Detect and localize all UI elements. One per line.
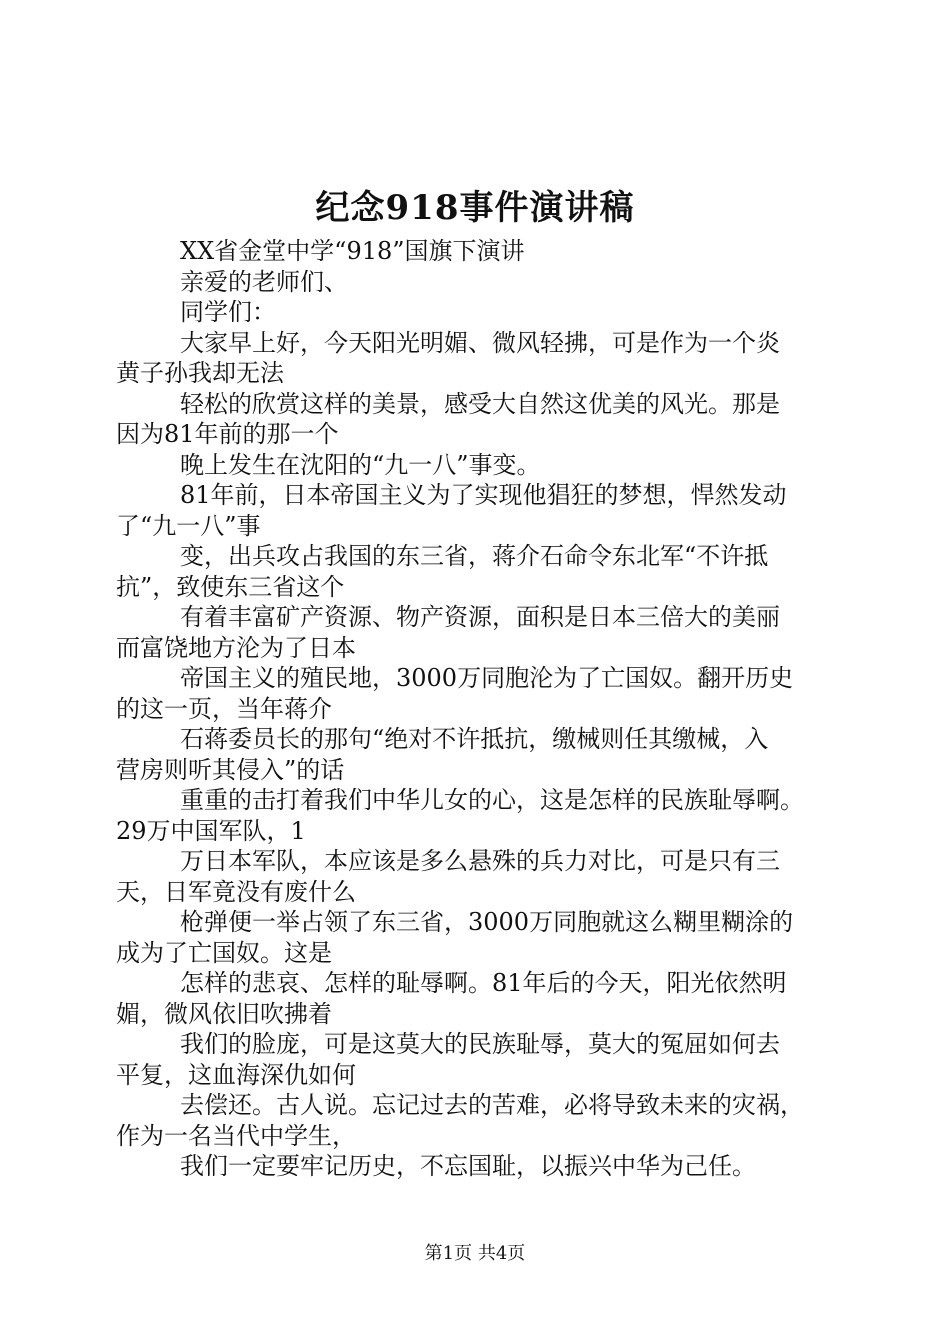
document-title: 纪念918事件演讲稿 — [315, 188, 635, 228]
paragraph — [116, 541, 844, 602]
paragraph-continuation: 抗”，致使东三省这个 — [116, 572, 345, 601]
paragraph — [116, 968, 844, 1029]
paragraph-line: 重重的击打着我们中华儿女的心，这是怎样的民族耻辱啊。 — [180, 786, 804, 814]
paragraph-continuation: 的这一页，当年蒋介 — [116, 694, 332, 723]
paragraph — [116, 846, 844, 907]
paragraph-continuation: 营房则听其侵入”的话 — [116, 755, 345, 784]
paragraph-line: XX省金堂中学“918”国旗下演讲 — [180, 237, 525, 265]
paragraph-line: 有着丰富矿产资源、物产资源，面积是日本三倍大的美丽 — [180, 603, 780, 631]
paragraph — [116, 724, 844, 785]
paragraph-line: 亲爱的老师们、 — [180, 267, 348, 296]
page-footer: 第1页 共4页 — [424, 1243, 526, 1264]
paragraph-line: 石蒋委员长的那句“绝对不许抵抗，缴械则任其缴械，入 — [180, 725, 769, 753]
paragraph — [116, 297, 844, 328]
document-body — [116, 236, 844, 1182]
paragraph — [116, 1029, 844, 1090]
paragraph — [116, 1090, 844, 1151]
paragraph-line: 帝国主义的殖民地，3000万同胞沦为了亡国奴。翻开历史 — [180, 664, 794, 692]
paragraph — [116, 663, 844, 724]
paragraph-continuation: 成为了亡国奴。这是 — [116, 938, 332, 967]
paragraph-continuation: 黄子孙我却无法 — [116, 359, 284, 387]
paragraph — [116, 236, 844, 267]
paragraph — [116, 480, 844, 541]
paragraph-line: 去偿还。古人说。忘记过去的苦难，必将导致未来的灾祸， — [180, 1091, 804, 1119]
paragraph-line: 轻松的欣赏这样的美景，感受大自然这优美的风光。那是 — [180, 389, 780, 418]
paragraph — [116, 328, 844, 389]
paragraph-line: 万日本军队，本应该是多么悬殊的兵力对比，可是只有三 — [180, 847, 780, 875]
paragraph — [116, 389, 844, 450]
paragraph-line: 大家早上好，今天阳光明媚、微风轻拂，可是作为一个炎 — [180, 328, 780, 357]
paragraph-continuation: 媚，微风依旧吹拂着 — [116, 999, 332, 1028]
paragraph-continuation: 29万中国军队，1 — [116, 816, 306, 845]
paragraph-line: 变，出兵攻占我国的东三省，蒋介石命令东北军“不许抵 — [180, 542, 769, 570]
paragraph — [116, 450, 844, 481]
paragraph-continuation: 天，日军竟没有废什么 — [116, 877, 356, 906]
paragraph-continuation: 因为81年前的那一个 — [116, 420, 339, 448]
paragraph — [116, 907, 844, 968]
paragraph-line: 枪弹便一举占领了东三省，3000万同胞就这么糊里糊涂的 — [180, 908, 794, 936]
paragraph — [116, 1151, 844, 1182]
paragraph-line: 我们一定要牢记历史，不忘国耻，以振兴中华为己任。 — [180, 1152, 756, 1180]
paragraph-continuation: 作为一名当代中学生， — [116, 1121, 356, 1150]
paragraph-line: 晚上发生在沈阳的“九一八”事变。 — [180, 450, 541, 479]
paragraph-line: 同学们： — [180, 298, 276, 326]
paragraph-continuation: 而富饶地方沦为了日本 — [116, 633, 356, 662]
paragraph-line: 怎样的悲哀、怎样的耻辱啊。81年后的今天，阳光依然明 — [180, 969, 787, 997]
paragraph — [116, 785, 844, 846]
paragraph-line: 81年前，日本帝国主义为了实现他猖狂的梦想，悍然发动 — [180, 481, 787, 509]
paragraph-line: 我们的脸庞，可是这莫大的民族耻辱，莫大的冤屈如何去 — [180, 1030, 780, 1058]
paragraph-continuation: 平复，这血海深仇如何 — [116, 1060, 356, 1089]
paragraph — [116, 602, 844, 663]
paragraph-continuation: 了“九一八”事 — [116, 511, 261, 540]
paragraph — [116, 267, 844, 298]
